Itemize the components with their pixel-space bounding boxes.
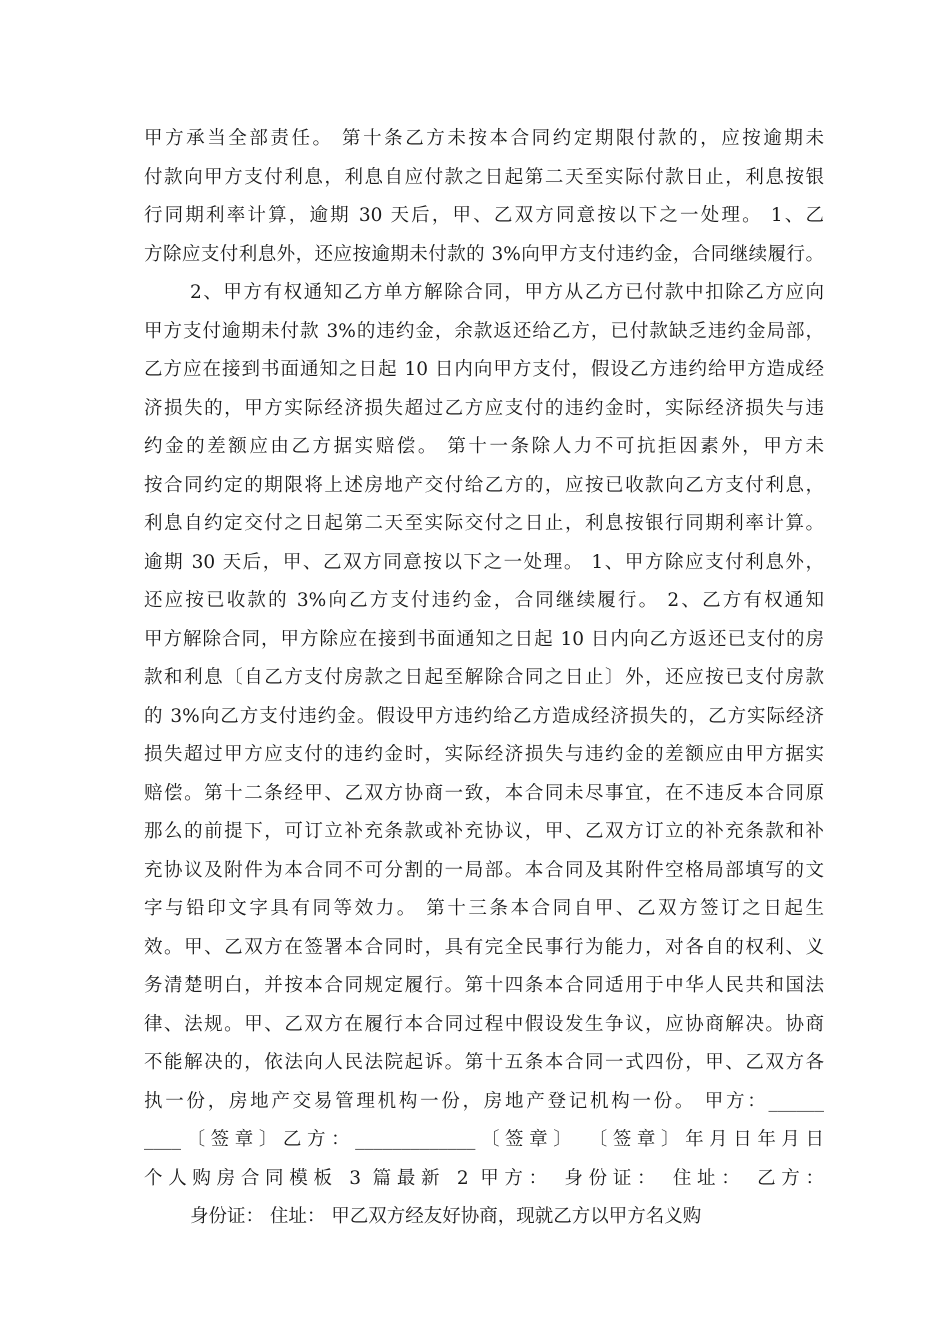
text-line: 行同期利率计算，逾期 30 天后，甲、乙双方同意按以下之一处理。 1、乙 (144, 205, 824, 226)
text-line: 济损失的，甲方实际经济损失超过乙方应支付的违约金时，实际经济损失与违 (144, 397, 824, 419)
text-line: 务清楚明白，并按本合同规定履行。第十四条本合同适用于中华人民共和国法 (144, 975, 824, 996)
text-line: 充协议及附件为本合同不可分割的一局部。本合同及其附件空格局部填写的文 (144, 859, 824, 881)
text-line: 甲方承当全部责任。 第十条乙方未按本合同约定期限付款的，应按逾期未 (144, 128, 824, 149)
text-line: 方除应支付利息外，还应按逾期未付款的 3%向甲方支付违约金，合同继续履行。 (144, 243, 824, 265)
text-line: 按合同约定的期限将上述房地产交付给乙方的，应按已收款向乙方支付利息， (144, 474, 824, 496)
text-line: 约金的差额应由乙方据实赔偿。 第十一条除人力不可抗拒因素外，甲方未 (144, 436, 824, 457)
text-line: 付款向甲方支付利息，利息自应付款之日起第二天至实际付款日止，利息按银 (144, 166, 824, 188)
text-line: 乙方应在接到书面通知之日起 10 日内向甲方支付，假设乙方违约给甲方造成经 (144, 359, 824, 380)
text-line: 甲方解除合同，甲方除应在接到书面通知之日起 10 日内向乙方返还已支付的房 (144, 628, 824, 650)
text-line: 不能解决的，依法向人民法院起诉。第十五条本合同一式四份，甲、乙双方各 (144, 1052, 824, 1073)
text-line: 执一份，房地产交易管理机构一份，房地产登记机构一份。 甲方：______ (144, 1090, 824, 1112)
text-line: 利息自约定交付之日起第二天至实际交付之日止，利息按银行同期利率计算。 (144, 513, 824, 534)
text-line: 2、甲方有权通知乙方单方解除合同，甲方从乙方已付款中扣除乙方应向 (190, 282, 824, 303)
text-line: 逾期 30 天后，甲、乙双方同意按以下之一处理。 1、甲方除应支付利息外， (144, 551, 824, 573)
text-line: 效。甲、乙双方在签署本合同时，具有完全民事行为能力，对各自的权利、义 (144, 936, 824, 958)
text-line: 字与铅印文字具有同等效力。 第十三条本合同自甲、乙双方签订之日起生 (144, 898, 824, 919)
signature-line: ____〔签章〕乙方：_____________〔签章〕 〔签章〕年月日年月日 (144, 1129, 824, 1150)
text-line: 款和利息〔自乙方支付房款之日起至解除合同之日止〕外，还应按已支付房款 (144, 667, 824, 688)
text-line: 身份证： 住址： 甲乙双方经友好协商，现就乙方以甲方名义购 (190, 1206, 702, 1227)
text-line: 的 3%向乙方支付违约金。假设甲方违约给乙方造成经济损失的，乙方实际经济 (144, 705, 824, 727)
text-line: 律、法规。甲、乙双方在履行本合同过程中假设发生争议，应协商解决。协商 (144, 1013, 824, 1035)
text-line: 损失超过甲方应支付的违约金时，实际经济损失与违约金的差额应由甲方据实 (144, 744, 824, 765)
contract-body-text (144, 120, 824, 1237)
text-line: 那么的前提下，可订立补充条款或补充协议，甲、乙双方订立的补充条款和补 (144, 821, 824, 842)
template-title-line: 个人购房合同模板 3 篇最新 2 甲方： 身份证： 住址： 乙方： (144, 1167, 824, 1189)
text-line: 赔偿。第十二条经甲、乙双方协商一致，本合同未尽事宜，在不违反本合同原 (144, 782, 824, 804)
text-line: 还应按已收款的 3%向乙方支付违约金，合同继续履行。 2、乙方有权通知 (144, 590, 824, 611)
text-line: 甲方支付逾期未付款 3%的违约金，余款返还给乙方，已付款缺乏违约金局部， (144, 320, 824, 342)
